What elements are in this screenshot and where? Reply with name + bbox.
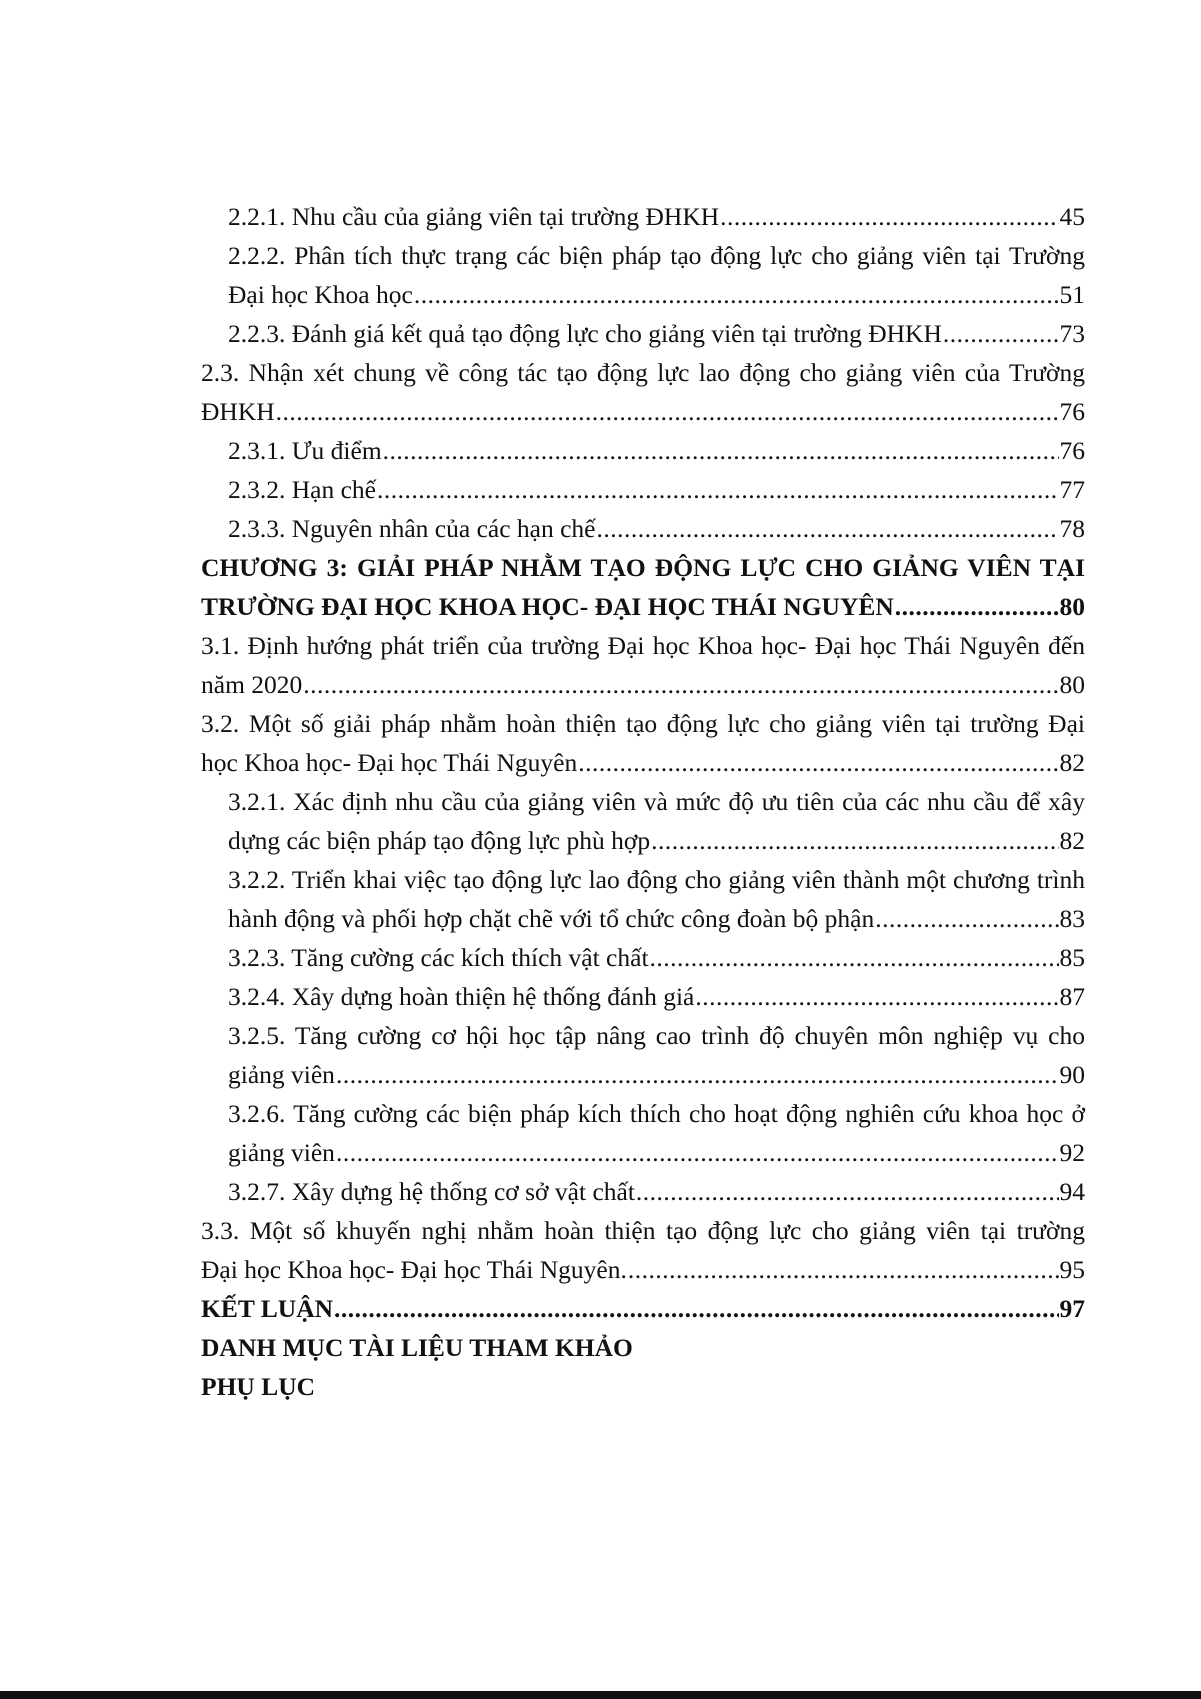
toc-entry-page-number: 90 — [1059, 1060, 1085, 1089]
toc-entry-page-number: 80 — [1059, 670, 1085, 699]
toc-entry-leader-line — [201, 1289, 1085, 1328]
toc-entry[interactable] — [201, 782, 1085, 860]
toc-entry[interactable] — [201, 431, 1085, 470]
toc-entry[interactable] — [201, 1328, 1085, 1367]
dot-leader — [650, 938, 1059, 977]
toc-entry-text-line: 2.3. Nhận xét chung về công tác tạo động lực lao động cho giảng viên của Trường — [201, 358, 1085, 387]
toc-entry[interactable] — [201, 1094, 1085, 1172]
toc-entry[interactable] — [201, 353, 1085, 431]
toc-entry-title: 3.2.7. Xây dựng hệ thống cơ sở vật chất — [228, 1177, 635, 1206]
toc-entry-page-number: 77 — [1059, 475, 1085, 504]
toc-entry-leader-line — [228, 275, 1085, 314]
toc-entry-text-line: 3.2. Một số giải pháp nhằm hoàn thiện tạo động lực cho giảng viên tại trường Đại — [201, 709, 1085, 738]
toc-entry-leader-line — [228, 509, 1085, 548]
toc-entry-leader-line — [228, 197, 1085, 236]
toc-entry-page-number: 94 — [1059, 1177, 1085, 1206]
toc-entry[interactable] — [201, 509, 1085, 548]
toc-entry[interactable] — [201, 314, 1085, 353]
toc-entry-page-number: 82 — [1059, 826, 1085, 855]
toc-entry-title: năm 2020 — [201, 670, 303, 699]
toc-entry-leader-line — [228, 1172, 1085, 1211]
toc-entry-text-line: 3.2.6. Tăng cường các biện pháp kích thích cho hoạt động nghiên cứu khoa học ở — [228, 1099, 1085, 1128]
toc-entry-leader-line — [201, 1250, 1085, 1289]
dot-leader — [596, 509, 1058, 548]
toc-entry-title: 2.3.3. Nguyên nhân của các hạn chế — [228, 514, 596, 543]
toc-entry-title: ĐHKH — [201, 397, 275, 426]
toc-entry-text-line: 3.2.5. Tăng cường cơ hội học tập nâng cao trình độ chuyên môn nghiệp vụ cho — [228, 1021, 1085, 1050]
toc-entry-leader-line — [228, 1055, 1085, 1094]
toc-entry-page-number: 76 — [1059, 436, 1085, 465]
toc-entry-title: 3.2.3. Tăng cường các kích thích vật chất — [228, 943, 649, 972]
toc-entry-title: Đại học Khoa học- Đại học Thái Nguyên. — [201, 1255, 627, 1284]
toc-entry[interactable] — [201, 1289, 1085, 1328]
toc-entry-page-number: 73 — [1059, 319, 1085, 348]
toc-entry[interactable] — [201, 938, 1085, 977]
toc-entry-text-line: 3.2.2. Triển khai việc tạo động lực lao động cho giảng viên thành một chương trình — [228, 865, 1085, 894]
toc-entry-title: PHỤ LỤC — [201, 1372, 316, 1401]
toc-entry[interactable] — [201, 626, 1085, 704]
toc-entry-text-line: 2.2.2. Phân tích thực trạng các biện pháp tạo động lực cho giảng viên tại Trường — [228, 241, 1085, 270]
toc-entry-page-number: 85 — [1059, 943, 1085, 972]
page-bottom-border — [0, 1691, 1201, 1699]
toc-entry[interactable] — [201, 1367, 1085, 1406]
dot-leader — [276, 392, 1059, 431]
toc-entry-leader-line — [201, 587, 1085, 626]
toc-entry[interactable] — [201, 860, 1085, 938]
toc-entry-title: TRƯỜNG ĐẠI HỌC KHOA HỌC- ĐẠI HỌC THÁI NGUYÊN — [201, 592, 894, 621]
toc-entry[interactable] — [201, 197, 1085, 236]
toc-entry-title: Đại học Khoa học — [228, 280, 413, 309]
toc-entry-page-number: 78 — [1059, 514, 1085, 543]
dot-leader — [303, 665, 1058, 704]
toc-entry-title: giảng viên — [228, 1138, 335, 1167]
toc-entry-page-number: 45 — [1059, 202, 1085, 231]
toc-entry-page-number: 95 — [1059, 1255, 1085, 1284]
toc-entry-page-number: 97 — [1059, 1294, 1085, 1323]
toc-entry-title: hành động và phối hợp chặt chẽ với tổ chức công đoàn bộ phận — [228, 904, 875, 933]
toc-entry-title: 3.2.4. Xây dựng hoàn thiện hệ thống đánh giá — [228, 982, 695, 1011]
dot-leader — [383, 431, 1059, 470]
toc-entry-leader-line — [228, 1133, 1085, 1172]
dot-leader — [336, 1133, 1059, 1172]
toc-entry[interactable] — [201, 1172, 1085, 1211]
toc-entry-leader-line — [228, 899, 1085, 938]
table-of-contents — [201, 197, 1085, 1406]
dot-leader — [720, 197, 1058, 236]
toc-entry-title: KẾT LUẬN — [201, 1294, 334, 1323]
toc-entry-title: 2.3.2. Hạn chế — [228, 475, 376, 504]
toc-entry-text-line: CHƯƠNG 3: GIẢI PHÁP NHẰM TẠO ĐỘNG LỰC CHO GIẢNG VIÊN TẠI — [201, 553, 1085, 582]
dot-leader — [651, 821, 1058, 860]
toc-entry-leader-line — [228, 821, 1085, 860]
toc-entry-title: 2.3.1. Ưu điểm — [228, 436, 382, 465]
dot-leader — [414, 275, 1059, 314]
dot-leader — [636, 1172, 1059, 1211]
toc-entry-leader-line — [201, 392, 1085, 431]
toc-entry-title: học Khoa học- Đại học Thái Nguyên — [201, 748, 578, 777]
toc-entry-page-number: 76 — [1059, 397, 1085, 426]
toc-entry[interactable] — [201, 548, 1085, 626]
toc-entry-leader-line — [228, 314, 1085, 353]
toc-entry-leader-line — [201, 665, 1085, 704]
toc-entry-text-line: 3.1. Định hướng phát triển của trường Đại học Khoa học- Đại học Thái Nguyên đến — [201, 631, 1085, 660]
toc-entry-leader-line — [228, 977, 1085, 1016]
dot-leader — [578, 743, 1058, 782]
toc-entry-page-number: 80 — [1059, 592, 1085, 621]
dot-leader — [695, 977, 1058, 1016]
toc-entry-title: DANH MỤC TÀI LIỆU THAM KHẢO — [201, 1333, 633, 1362]
dot-leader — [628, 1250, 1059, 1289]
toc-entry-title: 2.2.1. Nhu cầu của giảng viên tại trường ĐHKH — [228, 202, 720, 231]
toc-entry[interactable] — [201, 1016, 1085, 1094]
toc-entry-page-number: 82 — [1059, 748, 1085, 777]
dot-leader — [943, 314, 1059, 353]
dot-leader — [334, 1289, 1058, 1328]
dot-leader — [875, 899, 1058, 938]
toc-entry-title: dựng các biện pháp tạo động lực phù hợp — [228, 826, 651, 855]
toc-entry[interactable] — [201, 977, 1085, 1016]
toc-entry-title: 2.2.3. Đánh giá kết quả tạo động lực cho giảng viên tại trường ĐHKH — [228, 319, 942, 348]
toc-entry[interactable] — [201, 1211, 1085, 1289]
toc-entry-leader-line — [228, 470, 1085, 509]
toc-entry-text-line: 3.3. Một số khuyến nghị nhằm hoàn thiện tạo động lực cho giảng viên tại trường — [201, 1216, 1085, 1245]
dot-leader — [336, 1055, 1059, 1094]
toc-entry-page-number: 92 — [1059, 1138, 1085, 1167]
toc-entry[interactable] — [201, 470, 1085, 509]
toc-entry-page-number: 83 — [1059, 904, 1085, 933]
dot-leader — [377, 470, 1059, 509]
toc-entry-leader-line — [228, 431, 1085, 470]
toc-entry[interactable] — [201, 704, 1085, 782]
toc-entry-page-number: 51 — [1059, 280, 1085, 309]
dot-leader — [895, 587, 1059, 626]
toc-entry-leader-line — [228, 938, 1085, 977]
toc-entry[interactable] — [201, 236, 1085, 314]
toc-entry-leader-line — [201, 743, 1085, 782]
toc-entry-page-number: 87 — [1059, 982, 1085, 1011]
toc-entry-title: giảng viên — [228, 1060, 335, 1089]
toc-entry-text-line: 3.2.1. Xác định nhu cầu của giảng viên và mức độ ưu tiên của các nhu cầu để xây — [228, 787, 1085, 816]
